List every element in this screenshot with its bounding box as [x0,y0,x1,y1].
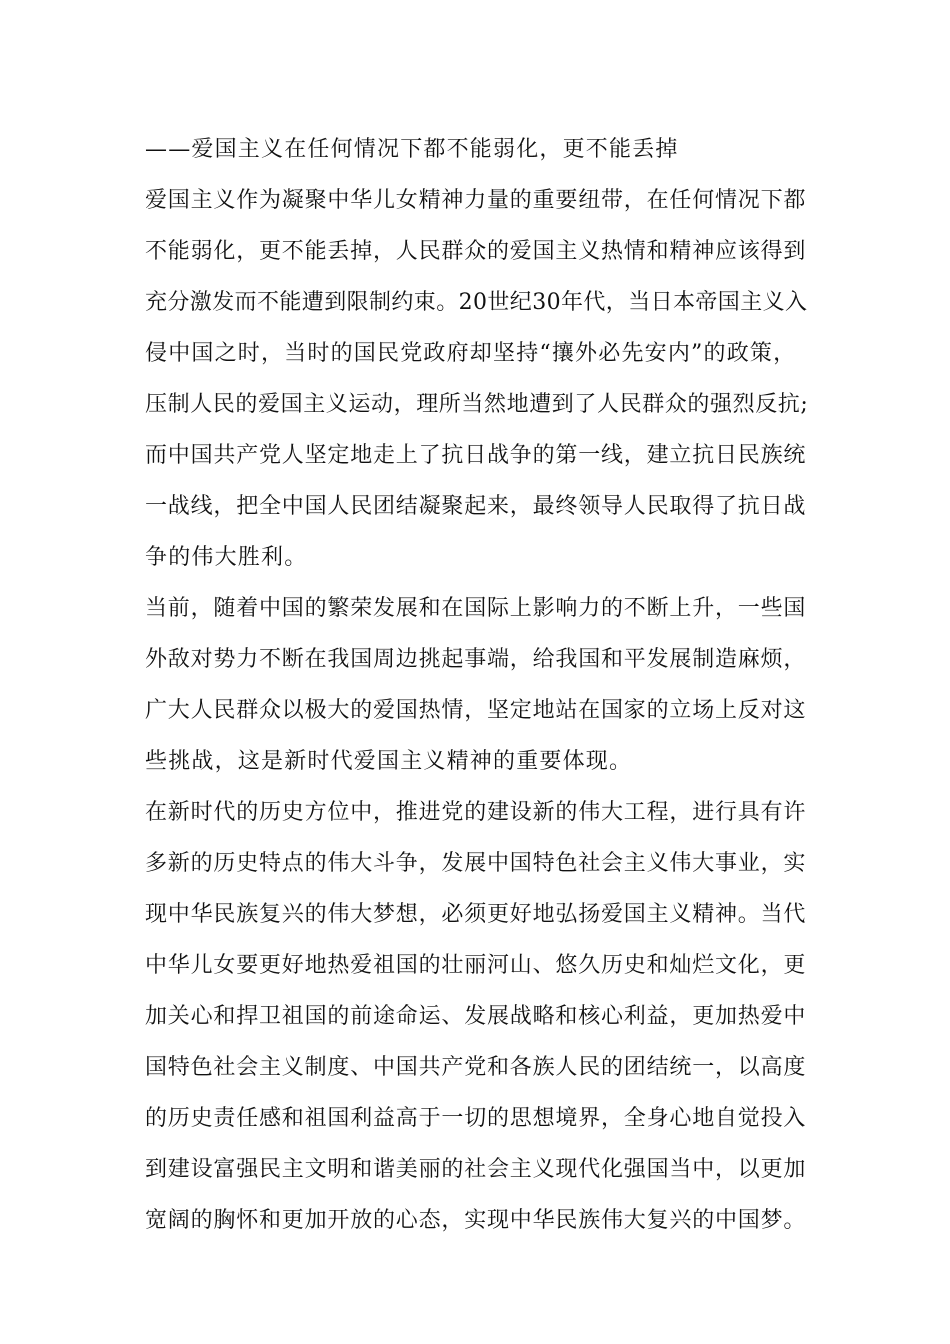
paragraph-line: 压制人民的爱国主义运动，理所当然地遭到了人民群众的强烈反抗; [145,392,809,417]
paragraph-line: 广大人民群众以极大的爱国热情，坚定地站在国家的立场上反对这 [145,698,807,723]
paragraph-line: 加关心和捍卫祖国的前途命运、发展战略和核心利益，更加热爱中 [145,1004,807,1029]
paragraph-line: 一战线，把全中国人民团结凝聚起来，最终领导人民取得了抗日战 [145,494,807,519]
paragraph-line: 国特色社会主义制度、中国共产党和各族人民的团结统一，以高度 [145,1055,807,1080]
paragraph-line: 争的伟大胜利。 [145,545,308,570]
paragraph-1 [145,175,810,583]
paragraph-line: 充分激发而不能遭到限制约束。20世纪30年代，当日本帝国主义入 [145,290,808,315]
paragraph-line: 爱国主义作为凝聚中华儿女精神力量的重要纽带，在任何情况下都 [145,188,807,213]
paragraph-line: 不能弱化，更不能丢掉，人民群众的爱国主义热情和精神应该得到 [145,239,807,264]
paragraph-3 [145,787,810,1246]
paragraph-line: 现中华民族复兴的伟大梦想，必须更好地弘扬爱国主义精神。当代 [145,902,807,927]
paragraph-line: 外敌对势力不断在我国周边挑起事端，给我国和平发展制造麻烦， [145,647,807,672]
paragraph-line: 在新时代的历史方位中，推进党的建设新的伟大工程，进行具有许 [145,800,807,825]
subtitle [145,124,810,175]
paragraph-line: 些挑战，这是新时代爱国主义精神的重要体现。 [145,749,633,774]
paragraph-line: 到建设富强民主文明和谐美丽的社会主义现代化强国当中，以更加 [145,1157,807,1182]
paragraph-line: 而中国共产党人坚定地走上了抗日战争的第一线，建立抗日民族统 [145,443,807,468]
paragraph-line: 宽阔的胸怀和更加开放的心态，实现中华民族伟大复兴的中国梦。 [145,1208,807,1233]
paragraph-line: 当前，随着中国的繁荣发展和在国际上影响力的不断上升，一些国 [145,596,807,621]
subtitle-text: ——爱国主义在任何情况下都不能弱化，更不能丢掉 [145,137,679,162]
paragraph-line: 中华儿女要更好地热爱祖国的壮丽河山、悠久历史和灿烂文化，更 [145,953,807,978]
paragraph-line: 的历史责任感和祖国利益高于一切的思想境界，全身心地自觉投入 [145,1106,807,1131]
paragraph-line: 侵中国之时，当时的国民党政府却坚持“攘外必先安内”的政策， [145,341,797,366]
paragraph-line: 多新的历史特点的伟大斗争，发展中国特色社会主义伟大事业，实 [145,851,807,876]
paragraph-2 [145,583,810,787]
